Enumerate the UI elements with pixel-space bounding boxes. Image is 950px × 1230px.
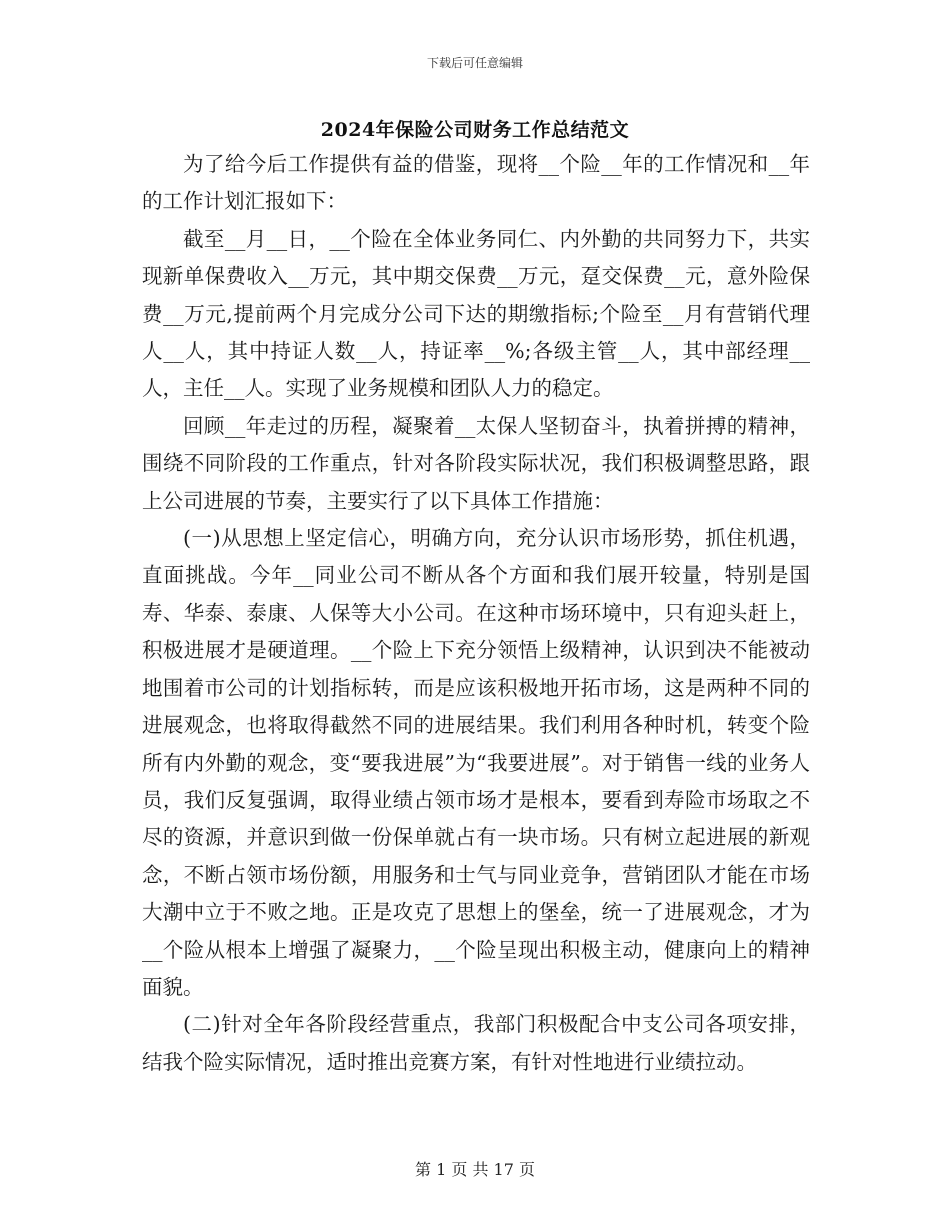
paragraph-measure-1: (一)从思想上坚定信心，明确方向，充分认识市场形势，抓住机遇，直面挑战。今年__同业公司不断从各个方面和我们展开较量，特别是国寿、华泰、泰康、人保等大小公司。在这种市场环境中，只有迎头赶上，积极进展才是硬道理。__个险上下充分领悟上级精神，认识到决不能被动地围着市公司的计划指标转，而是应该积极地开拓市场，这是两种不同的进展观念，也将取得截然不同的进展结果。我们利用各种时机，转变个险所有内外勤的观念，变“要我进展”为“我要进展”。对于销售一线的业务人员，我们反复强调，取得业绩占领市场才是根本，要看到寿险市场取之不尽的资源，并意识到做一份保单就占有一块市场。只有树立起进展的新观念，不断占领市场份额，用服务和士气与同业竞争，营销团队才能在市场大潮中立于不败之地。正是攻克了思想上的堡垒，统一了进展观念，才为__个险从根本上增强了凝聚力，__个险呈现出积极主动，健康向上的精神面貌。 xyxy=(142,526,810,999)
paragraph-summary: 截至__月__日，__个险在全体业务同仁、内外勤的共同努力下，共实现新单保费收入__万元，其中期交保费__万元，趸交保费__元，意外险保费__万元,提前两个月完成分公司下达的期缴指标;个险至__月有营销代理人__人，其中持证人数__人，持证率__%;各级主管__人，其中部经理__人，主任__人。实现了业务规模和团队人力的稳定。 xyxy=(142,226,810,401)
document-title: 2024年保险公司财务工作总结范文 xyxy=(320,119,630,141)
paragraph-intro: 为了给今后工作提供有益的借鉴，现将__个险__年的工作情况和__年的工作计划汇报如下： xyxy=(142,152,810,214)
paragraph-measure-2: (二)针对全年各阶段经营重点，我部门积极配合中支公司各项安排，结我个险实际情况，适时推出竞赛方案，有针对性地进行业绩拉动。 xyxy=(142,1012,810,1074)
document-body xyxy=(142,146,810,1081)
header-note: 下载后可任意编辑 xyxy=(426,56,523,70)
paragraph-review: 回顾__年走过的历程，凝聚着__太保人坚韧奋斗，执着拼搏的精神，围绕不同阶段的工作重点，针对各阶段实际状况，我们积极调整思路，跟上公司进展的节奏，主要实行了以下具体工作措施： xyxy=(142,413,810,513)
page-number: 第 1 页 共 17 页 xyxy=(415,1160,535,1179)
